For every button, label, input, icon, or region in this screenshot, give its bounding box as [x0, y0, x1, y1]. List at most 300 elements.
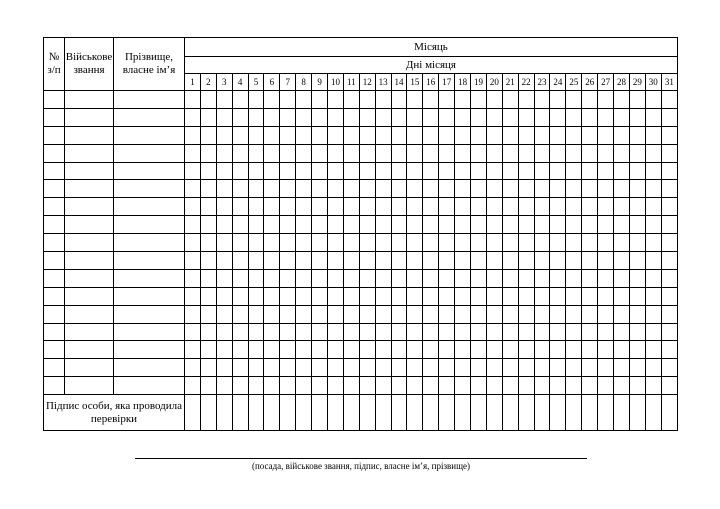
entry-cell[interactable] — [185, 108, 201, 126]
entry-cell[interactable] — [264, 162, 280, 180]
entry-cell[interactable] — [44, 252, 65, 270]
entry-cell[interactable] — [518, 359, 534, 377]
entry-cell[interactable] — [502, 341, 518, 359]
entry-cell[interactable] — [359, 198, 375, 216]
entry-cell[interactable] — [296, 108, 312, 126]
entry-cell[interactable] — [391, 252, 407, 270]
entry-cell[interactable] — [502, 252, 518, 270]
entry-cell[interactable] — [661, 341, 677, 359]
entry-cell[interactable] — [502, 377, 518, 395]
entry-cell[interactable] — [471, 108, 487, 126]
entry-cell[interactable] — [343, 162, 359, 180]
entry-cell[interactable] — [185, 144, 201, 162]
entry-cell[interactable] — [582, 126, 598, 144]
entry-cell[interactable] — [534, 91, 550, 109]
entry-cell[interactable] — [296, 377, 312, 395]
entry-cell[interactable] — [455, 341, 471, 359]
entry-cell[interactable] — [518, 269, 534, 287]
entry-cell[interactable] — [391, 198, 407, 216]
entry-cell[interactable] — [391, 108, 407, 126]
entry-cell[interactable] — [629, 341, 645, 359]
entry-cell[interactable] — [114, 144, 185, 162]
entry-cell[interactable] — [439, 108, 455, 126]
entry-cell[interactable] — [661, 180, 677, 198]
entry-cell[interactable] — [264, 144, 280, 162]
entry-cell[interactable] — [312, 180, 328, 198]
signature-cell[interactable] — [423, 395, 439, 431]
entry-cell[interactable] — [232, 287, 248, 305]
entry-cell[interactable] — [614, 305, 630, 323]
entry-cell[interactable] — [391, 216, 407, 234]
entry-cell[interactable] — [455, 216, 471, 234]
entry-cell[interactable] — [614, 198, 630, 216]
entry-cell[interactable] — [534, 305, 550, 323]
entry-cell[interactable] — [471, 377, 487, 395]
entry-cell[interactable] — [566, 305, 582, 323]
entry-cell[interactable] — [391, 287, 407, 305]
entry-cell[interactable] — [455, 252, 471, 270]
entry-cell[interactable] — [375, 180, 391, 198]
entry-cell[interactable] — [359, 252, 375, 270]
entry-cell[interactable] — [629, 108, 645, 126]
entry-cell[interactable] — [661, 144, 677, 162]
entry-cell[interactable] — [550, 287, 566, 305]
entry-cell[interactable] — [534, 377, 550, 395]
entry-cell[interactable] — [296, 180, 312, 198]
entry-cell[interactable] — [343, 144, 359, 162]
entry-cell[interactable] — [582, 234, 598, 252]
signature-cell[interactable] — [280, 395, 296, 431]
entry-cell[interactable] — [455, 108, 471, 126]
entry-cell[interactable] — [343, 359, 359, 377]
entry-cell[interactable] — [343, 180, 359, 198]
entry-cell[interactable] — [661, 91, 677, 109]
entry-cell[interactable] — [629, 234, 645, 252]
entry-cell[interactable] — [114, 323, 185, 341]
entry-cell[interactable] — [312, 305, 328, 323]
entry-cell[interactable] — [296, 269, 312, 287]
entry-cell[interactable] — [391, 144, 407, 162]
entry-cell[interactable] — [65, 180, 114, 198]
entry-cell[interactable] — [359, 377, 375, 395]
entry-cell[interactable] — [614, 323, 630, 341]
entry-cell[interactable] — [264, 198, 280, 216]
signature-cell[interactable] — [248, 395, 264, 431]
entry-cell[interactable] — [645, 252, 661, 270]
entry-cell[interactable] — [248, 287, 264, 305]
entry-cell[interactable] — [661, 359, 677, 377]
entry-cell[interactable] — [645, 126, 661, 144]
entry-cell[interactable] — [455, 91, 471, 109]
entry-cell[interactable] — [407, 287, 423, 305]
entry-cell[interactable] — [566, 234, 582, 252]
entry-cell[interactable] — [661, 287, 677, 305]
entry-cell[interactable] — [232, 234, 248, 252]
entry-cell[interactable] — [629, 359, 645, 377]
entry-cell[interactable] — [328, 126, 344, 144]
entry-cell[interactable] — [114, 91, 185, 109]
entry-cell[interactable] — [598, 198, 614, 216]
entry-cell[interactable] — [328, 252, 344, 270]
entry-cell[interactable] — [328, 216, 344, 234]
entry-cell[interactable] — [296, 287, 312, 305]
signature-cell[interactable] — [518, 395, 534, 431]
entry-cell[interactable] — [629, 287, 645, 305]
entry-cell[interactable] — [280, 216, 296, 234]
entry-cell[interactable] — [439, 305, 455, 323]
signature-cell[interactable] — [582, 395, 598, 431]
entry-cell[interactable] — [114, 234, 185, 252]
entry-cell[interactable] — [407, 216, 423, 234]
entry-cell[interactable] — [423, 287, 439, 305]
signature-cell[interactable] — [200, 395, 216, 431]
entry-cell[interactable] — [216, 91, 232, 109]
entry-cell[interactable] — [486, 180, 502, 198]
entry-cell[interactable] — [439, 180, 455, 198]
entry-cell[interactable] — [614, 126, 630, 144]
entry-cell[interactable] — [375, 287, 391, 305]
entry-cell[interactable] — [44, 180, 65, 198]
entry-cell[interactable] — [502, 287, 518, 305]
entry-cell[interactable] — [375, 305, 391, 323]
signature-cell[interactable] — [391, 395, 407, 431]
entry-cell[interactable] — [44, 305, 65, 323]
entry-cell[interactable] — [328, 144, 344, 162]
entry-cell[interactable] — [280, 162, 296, 180]
entry-cell[interactable] — [44, 198, 65, 216]
entry-cell[interactable] — [582, 359, 598, 377]
entry-cell[interactable] — [661, 126, 677, 144]
entry-cell[interactable] — [232, 323, 248, 341]
entry-cell[interactable] — [200, 377, 216, 395]
entry-cell[interactable] — [216, 269, 232, 287]
entry-cell[interactable] — [661, 305, 677, 323]
entry-cell[interactable] — [534, 162, 550, 180]
entry-cell[interactable] — [232, 269, 248, 287]
entry-cell[interactable] — [486, 305, 502, 323]
entry-cell[interactable] — [248, 216, 264, 234]
entry-cell[interactable] — [296, 234, 312, 252]
entry-cell[interactable] — [375, 323, 391, 341]
entry-cell[interactable] — [200, 180, 216, 198]
entry-cell[interactable] — [280, 126, 296, 144]
entry-cell[interactable] — [614, 162, 630, 180]
entry-cell[interactable] — [248, 180, 264, 198]
entry-cell[interactable] — [455, 126, 471, 144]
entry-cell[interactable] — [200, 126, 216, 144]
entry-cell[interactable] — [280, 108, 296, 126]
entry-cell[interactable] — [598, 180, 614, 198]
entry-cell[interactable] — [312, 91, 328, 109]
entry-cell[interactable] — [114, 126, 185, 144]
entry-cell[interactable] — [486, 269, 502, 287]
entry-cell[interactable] — [566, 198, 582, 216]
entry-cell[interactable] — [296, 126, 312, 144]
entry-cell[interactable] — [486, 162, 502, 180]
entry-cell[interactable] — [216, 198, 232, 216]
entry-cell[interactable] — [566, 180, 582, 198]
entry-cell[interactable] — [439, 126, 455, 144]
entry-cell[interactable] — [65, 269, 114, 287]
entry-cell[interactable] — [423, 305, 439, 323]
entry-cell[interactable] — [598, 305, 614, 323]
entry-cell[interactable] — [439, 269, 455, 287]
entry-cell[interactable] — [471, 91, 487, 109]
entry-cell[interactable] — [471, 216, 487, 234]
entry-cell[interactable] — [486, 234, 502, 252]
entry-cell[interactable] — [502, 234, 518, 252]
entry-cell[interactable] — [550, 269, 566, 287]
entry-cell[interactable] — [439, 234, 455, 252]
entry-cell[interactable] — [439, 144, 455, 162]
entry-cell[interactable] — [629, 305, 645, 323]
entry-cell[interactable] — [185, 341, 201, 359]
entry-cell[interactable] — [114, 216, 185, 234]
entry-cell[interactable] — [486, 91, 502, 109]
entry-cell[interactable] — [65, 162, 114, 180]
entry-cell[interactable] — [645, 91, 661, 109]
entry-cell[interactable] — [661, 198, 677, 216]
entry-cell[interactable] — [407, 323, 423, 341]
entry-cell[interactable] — [455, 234, 471, 252]
entry-cell[interactable] — [359, 162, 375, 180]
entry-cell[interactable] — [375, 198, 391, 216]
entry-cell[interactable] — [534, 341, 550, 359]
entry-cell[interactable] — [645, 162, 661, 180]
entry-cell[interactable] — [200, 305, 216, 323]
entry-cell[interactable] — [375, 162, 391, 180]
entry-cell[interactable] — [598, 341, 614, 359]
signature-cell[interactable] — [534, 395, 550, 431]
entry-cell[interactable] — [296, 162, 312, 180]
entry-cell[interactable] — [534, 144, 550, 162]
entry-cell[interactable] — [455, 198, 471, 216]
entry-cell[interactable] — [200, 323, 216, 341]
entry-cell[interactable] — [502, 269, 518, 287]
entry-cell[interactable] — [312, 216, 328, 234]
entry-cell[interactable] — [423, 269, 439, 287]
entry-cell[interactable] — [486, 323, 502, 341]
entry-cell[interactable] — [423, 234, 439, 252]
entry-cell[interactable] — [502, 144, 518, 162]
entry-cell[interactable] — [566, 216, 582, 234]
signature-cell[interactable] — [629, 395, 645, 431]
entry-cell[interactable] — [471, 287, 487, 305]
entry-cell[interactable] — [200, 234, 216, 252]
entry-cell[interactable] — [439, 323, 455, 341]
entry-cell[interactable] — [296, 91, 312, 109]
entry-cell[interactable] — [232, 359, 248, 377]
entry-cell[interactable] — [264, 234, 280, 252]
entry-cell[interactable] — [216, 180, 232, 198]
entry-cell[interactable] — [486, 126, 502, 144]
entry-cell[interactable] — [280, 91, 296, 109]
entry-cell[interactable] — [200, 359, 216, 377]
entry-cell[interactable] — [216, 305, 232, 323]
entry-cell[interactable] — [566, 341, 582, 359]
entry-cell[interactable] — [550, 252, 566, 270]
entry-cell[interactable] — [518, 144, 534, 162]
entry-cell[interactable] — [216, 377, 232, 395]
entry-cell[interactable] — [185, 91, 201, 109]
entry-cell[interactable] — [566, 126, 582, 144]
entry-cell[interactable] — [471, 198, 487, 216]
entry-cell[interactable] — [661, 108, 677, 126]
entry-cell[interactable] — [391, 359, 407, 377]
entry-cell[interactable] — [375, 144, 391, 162]
entry-cell[interactable] — [629, 216, 645, 234]
entry-cell[interactable] — [582, 252, 598, 270]
entry-cell[interactable] — [200, 108, 216, 126]
signature-cell[interactable] — [375, 395, 391, 431]
entry-cell[interactable] — [502, 305, 518, 323]
entry-cell[interactable] — [486, 377, 502, 395]
entry-cell[interactable] — [328, 91, 344, 109]
entry-cell[interactable] — [114, 180, 185, 198]
entry-cell[interactable] — [248, 323, 264, 341]
entry-cell[interactable] — [359, 108, 375, 126]
entry-cell[interactable] — [248, 252, 264, 270]
entry-cell[interactable] — [232, 126, 248, 144]
entry-cell[interactable] — [598, 287, 614, 305]
entry-cell[interactable] — [582, 162, 598, 180]
entry-cell[interactable] — [375, 216, 391, 234]
entry-cell[interactable] — [65, 359, 114, 377]
entry-cell[interactable] — [566, 359, 582, 377]
entry-cell[interactable] — [391, 91, 407, 109]
entry-cell[interactable] — [185, 126, 201, 144]
entry-cell[interactable] — [598, 108, 614, 126]
entry-cell[interactable] — [185, 180, 201, 198]
entry-cell[interactable] — [375, 269, 391, 287]
entry-cell[interactable] — [423, 377, 439, 395]
entry-cell[interactable] — [518, 180, 534, 198]
signature-cell[interactable] — [232, 395, 248, 431]
entry-cell[interactable] — [598, 126, 614, 144]
entry-cell[interactable] — [232, 162, 248, 180]
entry-cell[interactable] — [566, 377, 582, 395]
entry-cell[interactable] — [65, 126, 114, 144]
entry-cell[interactable] — [502, 359, 518, 377]
entry-cell[interactable] — [216, 287, 232, 305]
entry-cell[interactable] — [534, 287, 550, 305]
entry-cell[interactable] — [328, 234, 344, 252]
entry-cell[interactable] — [391, 180, 407, 198]
entry-cell[interactable] — [343, 305, 359, 323]
entry-cell[interactable] — [645, 323, 661, 341]
entry-cell[interactable] — [614, 269, 630, 287]
entry-cell[interactable] — [614, 216, 630, 234]
entry-cell[interactable] — [471, 305, 487, 323]
entry-cell[interactable] — [550, 91, 566, 109]
entry-cell[interactable] — [550, 377, 566, 395]
entry-cell[interactable] — [423, 144, 439, 162]
entry-cell[interactable] — [423, 180, 439, 198]
entry-cell[interactable] — [407, 269, 423, 287]
entry-cell[interactable] — [185, 269, 201, 287]
entry-cell[interactable] — [375, 234, 391, 252]
entry-cell[interactable] — [645, 377, 661, 395]
entry-cell[interactable] — [455, 144, 471, 162]
signature-cell[interactable] — [550, 395, 566, 431]
entry-cell[interactable] — [614, 252, 630, 270]
entry-cell[interactable] — [375, 341, 391, 359]
entry-cell[interactable] — [114, 305, 185, 323]
entry-cell[interactable] — [248, 377, 264, 395]
entry-cell[interactable] — [44, 323, 65, 341]
entry-cell[interactable] — [455, 162, 471, 180]
entry-cell[interactable] — [645, 144, 661, 162]
entry-cell[interactable] — [264, 91, 280, 109]
entry-cell[interactable] — [471, 359, 487, 377]
entry-cell[interactable] — [65, 287, 114, 305]
entry-cell[interactable] — [296, 252, 312, 270]
entry-cell[interactable] — [455, 377, 471, 395]
entry-cell[interactable] — [566, 91, 582, 109]
entry-cell[interactable] — [550, 323, 566, 341]
entry-cell[interactable] — [645, 305, 661, 323]
entry-cell[interactable] — [280, 234, 296, 252]
entry-cell[interactable] — [598, 252, 614, 270]
entry-cell[interactable] — [439, 377, 455, 395]
entry-cell[interactable] — [598, 269, 614, 287]
entry-cell[interactable] — [407, 305, 423, 323]
entry-cell[interactable] — [65, 91, 114, 109]
entry-cell[interactable] — [296, 341, 312, 359]
entry-cell[interactable] — [44, 234, 65, 252]
entry-cell[interactable] — [471, 234, 487, 252]
entry-cell[interactable] — [359, 216, 375, 234]
entry-cell[interactable] — [280, 269, 296, 287]
entry-cell[interactable] — [550, 180, 566, 198]
entry-cell[interactable] — [423, 252, 439, 270]
entry-cell[interactable] — [359, 180, 375, 198]
entry-cell[interactable] — [534, 359, 550, 377]
entry-cell[interactable] — [312, 359, 328, 377]
entry-cell[interactable] — [232, 377, 248, 395]
entry-cell[interactable] — [407, 108, 423, 126]
entry-cell[interactable] — [582, 198, 598, 216]
entry-cell[interactable] — [296, 144, 312, 162]
entry-cell[interactable] — [375, 126, 391, 144]
entry-cell[interactable] — [423, 323, 439, 341]
signature-cell[interactable] — [661, 395, 677, 431]
entry-cell[interactable] — [65, 108, 114, 126]
entry-cell[interactable] — [216, 216, 232, 234]
entry-cell[interactable] — [200, 252, 216, 270]
signature-cell[interactable] — [455, 395, 471, 431]
entry-cell[interactable] — [534, 234, 550, 252]
entry-cell[interactable] — [232, 252, 248, 270]
entry-cell[interactable] — [280, 359, 296, 377]
entry-cell[interactable] — [534, 180, 550, 198]
entry-cell[interactable] — [582, 287, 598, 305]
entry-cell[interactable] — [645, 216, 661, 234]
entry-cell[interactable] — [359, 323, 375, 341]
entry-cell[interactable] — [629, 91, 645, 109]
entry-cell[interactable] — [614, 287, 630, 305]
entry-cell[interactable] — [629, 162, 645, 180]
entry-cell[interactable] — [407, 252, 423, 270]
entry-cell[interactable] — [328, 377, 344, 395]
entry-cell[interactable] — [645, 341, 661, 359]
entry-cell[interactable] — [328, 305, 344, 323]
entry-cell[interactable] — [264, 252, 280, 270]
entry-cell[interactable] — [248, 198, 264, 216]
entry-cell[interactable] — [312, 126, 328, 144]
signature-cell[interactable] — [439, 395, 455, 431]
entry-cell[interactable] — [312, 377, 328, 395]
